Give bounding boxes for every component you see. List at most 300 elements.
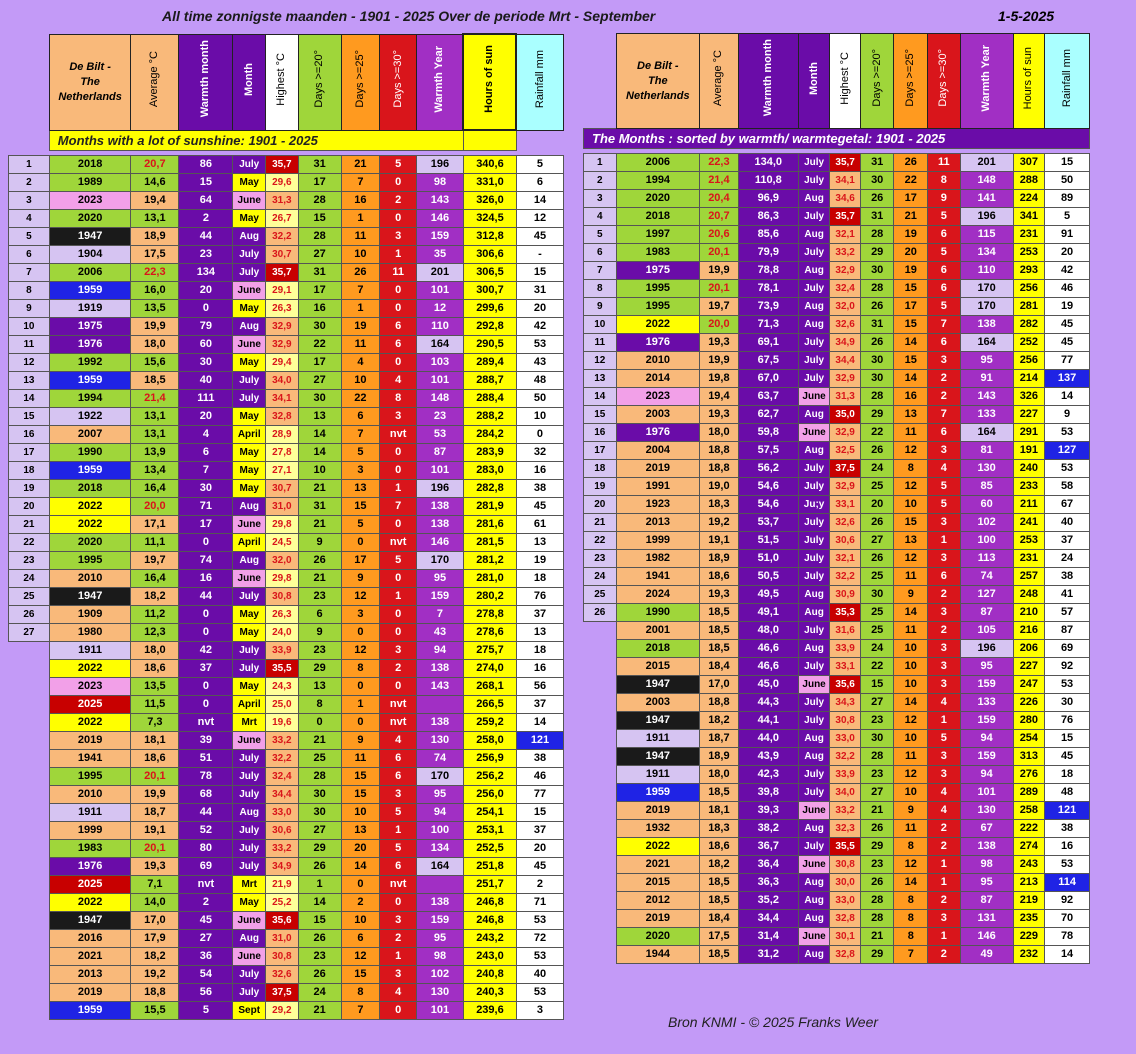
d30-cell: 6 — [928, 226, 961, 244]
sun-cell: 232 — [1013, 946, 1045, 964]
rain-cell: 38 — [1045, 568, 1090, 586]
rank-cell: 10 — [584, 316, 617, 334]
avg-cell: 19,3 — [700, 406, 739, 424]
avg-cell: 13,1 — [131, 210, 179, 228]
rain-cell: 32 — [516, 444, 563, 462]
year-cell: 1994 — [616, 172, 699, 190]
left-row — [9, 930, 564, 948]
d25-cell: 6 — [341, 408, 380, 426]
month-cell: July — [798, 694, 830, 712]
rain-cell: 72 — [516, 930, 563, 948]
footer-source: Bron KNMI - © 2025 Franks Weer — [668, 1014, 879, 1030]
d30-cell: 4 — [380, 984, 417, 1002]
d30-cell: 3 — [928, 550, 961, 568]
d20-cell: 26 — [860, 820, 894, 838]
avg-cell: 19,0 — [700, 478, 739, 496]
month-cell: June — [233, 948, 266, 966]
d20-cell: 13 — [298, 408, 341, 426]
rank-cell: 17 — [584, 442, 617, 460]
sun-cell: 306,6 — [463, 246, 516, 264]
warmth-year-cell: 102 — [960, 514, 1013, 532]
highest-cell: 30,6 — [830, 532, 861, 550]
rank-cell: 11 — [9, 336, 50, 354]
year-cell: 2012 — [616, 892, 699, 910]
highest-cell: 29,1 — [266, 282, 299, 300]
warmth-year-cell: 98 — [417, 948, 464, 966]
left-row — [9, 498, 564, 516]
sun-cell: 253,1 — [463, 822, 516, 840]
warmth-year-cell: 101 — [417, 462, 464, 480]
d25-cell: 1 — [341, 696, 380, 714]
right-row — [584, 874, 1090, 892]
warmth-year-cell: 134 — [960, 244, 1013, 262]
rain-cell: - — [516, 246, 563, 264]
year-cell: 1990 — [616, 604, 699, 622]
month-cell: July — [798, 622, 830, 640]
rank-cell: 16 — [9, 426, 50, 444]
highest-cell: 32,6 — [266, 966, 299, 984]
month-cell: Aug — [798, 640, 830, 658]
d20-cell: 30 — [860, 172, 894, 190]
right-row — [584, 154, 1090, 172]
rain-cell: 46 — [1045, 280, 1090, 298]
d30-cell: 2 — [380, 660, 417, 678]
rank-cell — [9, 840, 50, 858]
right-row — [584, 712, 1090, 730]
rain-cell: 37 — [516, 696, 563, 714]
sun-cell: 288 — [1013, 172, 1045, 190]
month-cell: July — [798, 478, 830, 496]
rain-cell: 37 — [1045, 532, 1090, 550]
rank-cell: 13 — [9, 372, 50, 390]
highest-cell: 29,8 — [266, 516, 299, 534]
warmth-month-cell: 73,9 — [738, 298, 798, 316]
rain-cell: 53 — [516, 984, 563, 1002]
avg-cell: 20,0 — [700, 316, 739, 334]
d30-cell: 3 — [928, 766, 961, 784]
sun-cell: 256,0 — [463, 786, 516, 804]
left-row — [9, 210, 564, 228]
d30-cell: nvt — [380, 876, 417, 894]
year-cell: 2020 — [49, 534, 131, 552]
right-row — [584, 262, 1090, 280]
month-cell: July — [798, 514, 830, 532]
sun-cell: 248 — [1013, 586, 1045, 604]
d20-cell: 15 — [298, 912, 341, 930]
avg-cell: 20,1 — [131, 768, 179, 786]
d25-cell: 21 — [894, 208, 928, 226]
month-cell: June — [798, 388, 830, 406]
highest-cell: 35,3 — [830, 604, 861, 622]
warmth-year-cell: 101 — [417, 372, 464, 390]
avg-cell: 19,3 — [131, 858, 179, 876]
month-cell: July — [233, 264, 266, 282]
warmth-month-cell: 36,7 — [738, 838, 798, 856]
d25-cell: 12 — [894, 478, 928, 496]
warmth-month-cell: 46,6 — [738, 640, 798, 658]
warmth-year-cell: 130 — [417, 732, 464, 750]
sun-cell: 243,2 — [463, 930, 516, 948]
rank-cell — [584, 820, 617, 838]
sun-cell: 211 — [1013, 496, 1045, 514]
d20-cell: 27 — [860, 532, 894, 550]
warmth-year-cell: 143 — [417, 678, 464, 696]
avg-cell: 19,3 — [700, 586, 739, 604]
warmth-year-cell: 130 — [417, 984, 464, 1002]
d25-cell: 8 — [894, 838, 928, 856]
highest-cell: 32,8 — [830, 910, 861, 928]
month-cell: July — [798, 784, 830, 802]
sun-cell: 306,5 — [463, 264, 516, 282]
rank-cell — [9, 750, 50, 768]
warmth-month-cell: 51,0 — [738, 550, 798, 568]
highest-cell: 30,7 — [266, 480, 299, 498]
warmth-year-cell: 101 — [960, 784, 1013, 802]
d25-cell: 9 — [894, 586, 928, 604]
month-cell: June — [233, 192, 266, 210]
highest-cell: 32,1 — [830, 550, 861, 568]
rain-cell: 70 — [1045, 910, 1090, 928]
year-cell: 1994 — [49, 390, 131, 408]
rain-cell: 15 — [1045, 730, 1090, 748]
warmth-month-cell: 52 — [179, 822, 233, 840]
rank-cell: 19 — [584, 478, 617, 496]
right-row — [584, 298, 1090, 316]
d20-cell: 25 — [860, 568, 894, 586]
avg-cell: 18,0 — [700, 766, 739, 784]
d20-cell: 29 — [298, 840, 341, 858]
year-cell: 2022 — [616, 316, 699, 334]
rank-cell — [9, 984, 50, 1002]
rain-cell: 15 — [516, 264, 563, 282]
year-cell: 2010 — [616, 352, 699, 370]
sun-cell: 292,8 — [463, 318, 516, 336]
warmth-month-cell: 51 — [179, 750, 233, 768]
year-cell: 2018 — [616, 640, 699, 658]
year-cell: 1923 — [616, 496, 699, 514]
rank-cell — [9, 732, 50, 750]
year-cell: 2018 — [49, 156, 131, 174]
highest-cell: 30,8 — [266, 948, 299, 966]
avg-cell: 17,0 — [700, 676, 739, 694]
sun-cell: 231 — [1013, 226, 1045, 244]
warmth-month-cell: 50,5 — [738, 568, 798, 586]
month-cell: May — [233, 462, 266, 480]
month-cell: July — [233, 822, 266, 840]
warmth-year-cell: 95 — [417, 570, 464, 588]
avg-cell: 20,7 — [700, 208, 739, 226]
highest-cell: 32,2 — [266, 228, 299, 246]
year-cell: 2020 — [49, 210, 131, 228]
d30-cell: 7 — [928, 406, 961, 424]
d20-cell: 22 — [860, 424, 894, 442]
rain-cell: 42 — [516, 318, 563, 336]
left-row — [9, 588, 564, 606]
year-cell: 1997 — [616, 226, 699, 244]
d30-cell: 4 — [928, 802, 961, 820]
d20-cell: 24 — [298, 984, 341, 1002]
d20-cell: 28 — [298, 192, 341, 210]
warmth-year-cell: 146 — [417, 210, 464, 228]
date-label: 1-5-2025 — [998, 8, 1055, 24]
rank-cell: 24 — [584, 568, 617, 586]
d30-cell: 3 — [380, 408, 417, 426]
left-row — [9, 984, 564, 1002]
avg-cell: 13,1 — [131, 408, 179, 426]
month-cell: April — [233, 426, 266, 444]
month-cell: July — [233, 660, 266, 678]
d25-cell: 1 — [341, 210, 380, 228]
sun-cell: 326 — [1013, 388, 1045, 406]
d25-cell: 6 — [341, 930, 380, 948]
d20-cell: 21 — [860, 802, 894, 820]
month-cell: Aug — [798, 406, 830, 424]
month-cell: July — [798, 550, 830, 568]
avg-cell: 19,1 — [700, 532, 739, 550]
warmth-month-cell: 20 — [179, 282, 233, 300]
highest-cell: 32,6 — [830, 316, 861, 334]
left-row — [9, 822, 564, 840]
year-cell: 2022 — [49, 516, 131, 534]
rain-cell: 45 — [1045, 316, 1090, 334]
left-row — [9, 516, 564, 534]
avg-cell: 13,4 — [131, 462, 179, 480]
rank-cell — [9, 1002, 50, 1020]
warmth-month-cell: 48,0 — [738, 622, 798, 640]
rain-cell: 48 — [1045, 784, 1090, 802]
d25-cell: 22 — [894, 172, 928, 190]
highest-cell: 32,2 — [830, 568, 861, 586]
rank-cell — [584, 856, 617, 874]
sun-cell: 288,4 — [463, 390, 516, 408]
year-cell: 1991 — [616, 478, 699, 496]
warmth-month-cell: 56,2 — [738, 460, 798, 478]
rank-cell: 23 — [9, 552, 50, 570]
right-row — [584, 442, 1090, 460]
rain-cell: 91 — [1045, 226, 1090, 244]
month-cell: July — [233, 840, 266, 858]
month-cell: July — [233, 858, 266, 876]
rain-cell: 13 — [516, 534, 563, 552]
sun-cell: 324,5 — [463, 210, 516, 228]
sun-cell: 281,6 — [463, 516, 516, 534]
hdr-d30: Days >=30° — [380, 34, 417, 130]
warmth-year-cell: 170 — [417, 768, 464, 786]
warmth-month-cell: 31,2 — [738, 946, 798, 964]
hdr-station: De Bilt - The Netherlands — [49, 34, 131, 130]
month-cell: Aug — [798, 874, 830, 892]
rank-cell — [584, 784, 617, 802]
d20-cell: 28 — [860, 910, 894, 928]
sun-cell: 258,0 — [463, 732, 516, 750]
d25-cell: 19 — [894, 262, 928, 280]
rain-cell: 40 — [1045, 514, 1090, 532]
right-row — [584, 244, 1090, 262]
d25-cell: 10 — [894, 730, 928, 748]
rank-cell: 10 — [9, 318, 50, 336]
rain-cell: 15 — [516, 804, 563, 822]
d30-cell: 4 — [380, 732, 417, 750]
avg-cell: 7,1 — [131, 876, 179, 894]
right-row — [584, 928, 1090, 946]
month-cell: July — [233, 750, 266, 768]
rank-cell: 27 — [9, 624, 50, 642]
d30-cell: 8 — [928, 172, 961, 190]
d25-cell: 16 — [894, 388, 928, 406]
warmth-year-cell: 130 — [960, 460, 1013, 478]
right-row — [584, 280, 1090, 298]
rain-cell: 9 — [1045, 406, 1090, 424]
avg-cell: 19,3 — [700, 334, 739, 352]
year-cell: 1932 — [616, 820, 699, 838]
highest-cell: 32,3 — [830, 820, 861, 838]
rank-cell: 8 — [9, 282, 50, 300]
rank-cell — [584, 928, 617, 946]
highest-cell: 30,8 — [830, 856, 861, 874]
d30-cell: 2 — [928, 820, 961, 838]
highest-cell: 31,0 — [266, 930, 299, 948]
d25-cell: 4 — [341, 354, 380, 372]
month-cell: July — [233, 588, 266, 606]
left-row — [9, 1002, 564, 1020]
rank-cell: 4 — [9, 210, 50, 228]
d30-cell: 0 — [380, 462, 417, 480]
avg-cell: 18,7 — [131, 804, 179, 822]
sun-cell: 235 — [1013, 910, 1045, 928]
right-row — [584, 532, 1090, 550]
highest-cell: 32,9 — [830, 424, 861, 442]
warmth-year-cell: 87 — [417, 444, 464, 462]
warmth-month-cell: 0 — [179, 534, 233, 552]
rank-cell — [9, 822, 50, 840]
rank-cell: 22 — [9, 534, 50, 552]
d25-cell: 10 — [341, 246, 380, 264]
d25-cell: 10 — [341, 804, 380, 822]
year-cell: 1959 — [49, 372, 131, 390]
sun-cell: 307 — [1013, 154, 1045, 172]
rain-cell: 5 — [516, 156, 563, 174]
avg-cell: 19,9 — [131, 318, 179, 336]
d25-cell: 9 — [341, 570, 380, 588]
month-cell: April — [233, 534, 266, 552]
year-cell: 2019 — [616, 910, 699, 928]
year-cell: 1976 — [616, 424, 699, 442]
highest-cell: 34,9 — [830, 334, 861, 352]
d30-cell: 3 — [928, 676, 961, 694]
d20-cell: 23 — [860, 766, 894, 784]
highest-cell: 32,6 — [830, 514, 861, 532]
rank-cell: 21 — [584, 514, 617, 532]
warmth-month-cell: 36 — [179, 948, 233, 966]
highest-cell: 32,4 — [830, 280, 861, 298]
right-row — [584, 424, 1090, 442]
d25-cell: 15 — [894, 514, 928, 532]
right-row — [584, 820, 1090, 838]
warmth-month-cell: 40 — [179, 372, 233, 390]
d30-cell: 6 — [380, 318, 417, 336]
month-cell: June — [798, 802, 830, 820]
sun-cell: 312,8 — [463, 228, 516, 246]
avg-cell: 17,5 — [700, 928, 739, 946]
sun-cell: 219 — [1013, 892, 1045, 910]
month-cell: July — [233, 642, 266, 660]
avg-cell: 18,2 — [131, 588, 179, 606]
sun-cell: 257 — [1013, 568, 1045, 586]
highest-cell: 33,0 — [266, 804, 299, 822]
year-cell: 1995 — [616, 280, 699, 298]
rank-cell: 17 — [9, 444, 50, 462]
month-cell: July — [233, 372, 266, 390]
avg-cell: 16,4 — [131, 480, 179, 498]
year-cell: 1941 — [49, 750, 131, 768]
warmth-month-cell: 0 — [179, 624, 233, 642]
sun-cell: 233 — [1013, 478, 1045, 496]
d25-cell: 11 — [894, 568, 928, 586]
rain-cell: 71 — [516, 894, 563, 912]
warmth-year-cell: 196 — [960, 640, 1013, 658]
warmth-year-cell: 94 — [417, 804, 464, 822]
sun-cell: 243,0 — [463, 948, 516, 966]
warmth-month-cell: 36,4 — [738, 856, 798, 874]
year-cell: 2013 — [616, 514, 699, 532]
d20-cell: 26 — [860, 550, 894, 568]
left-row — [9, 246, 564, 264]
right-row — [584, 622, 1090, 640]
warmth-month-cell: 71 — [179, 498, 233, 516]
d30-cell: 5 — [380, 552, 417, 570]
d20-cell: 21 — [298, 732, 341, 750]
month-cell: May — [233, 300, 266, 318]
avg-cell: 20,1 — [131, 840, 179, 858]
avg-cell: 19,9 — [131, 786, 179, 804]
warmth-month-cell: 67,0 — [738, 370, 798, 388]
highest-cell: 32,9 — [266, 318, 299, 336]
d20-cell: 29 — [860, 838, 894, 856]
right-row — [584, 604, 1090, 622]
d30-cell: 4 — [928, 694, 961, 712]
d20-cell: 13 — [298, 678, 341, 696]
hdr-sun-r: Hours of sun — [1013, 34, 1045, 129]
d20-cell: 31 — [298, 264, 341, 282]
d30-cell: 9 — [928, 190, 961, 208]
rank-cell: 16 — [584, 424, 617, 442]
left-row — [9, 876, 564, 894]
right-row — [584, 802, 1090, 820]
d30-cell: 7 — [380, 498, 417, 516]
rank-cell — [584, 766, 617, 784]
highest-cell: 30,7 — [266, 246, 299, 264]
warmth-month-cell: 44,0 — [738, 730, 798, 748]
rank-cell — [584, 658, 617, 676]
warmth-month-cell: 46,6 — [738, 658, 798, 676]
rain-cell: 14 — [516, 192, 563, 210]
d30-cell: 2 — [928, 838, 961, 856]
d25-cell: 1 — [341, 300, 380, 318]
d25-cell: 19 — [894, 226, 928, 244]
month-cell: June — [798, 928, 830, 946]
highest-cell: 34,3 — [830, 694, 861, 712]
avg-cell: 15,6 — [131, 354, 179, 372]
rank-cell: 18 — [584, 460, 617, 478]
rain-cell: 137 — [1045, 370, 1090, 388]
d25-cell: 12 — [894, 442, 928, 460]
sun-cell: 210 — [1013, 604, 1045, 622]
d25-cell: 14 — [894, 604, 928, 622]
year-cell: 1941 — [616, 568, 699, 586]
warmth-month-cell: 42 — [179, 642, 233, 660]
year-cell: 1976 — [49, 336, 131, 354]
rank-cell — [9, 858, 50, 876]
